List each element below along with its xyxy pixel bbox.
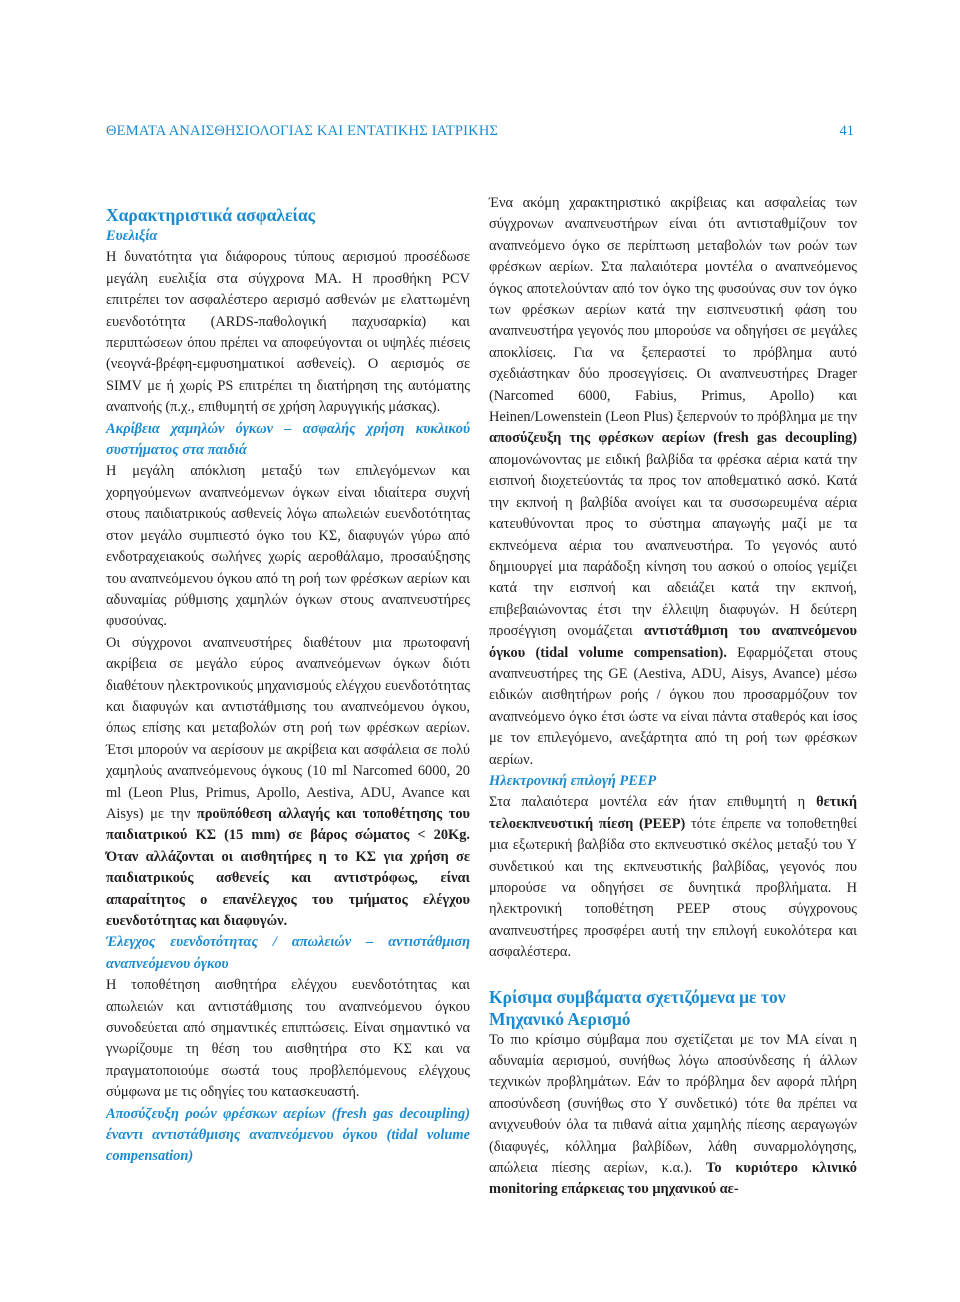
text-run: Στα παλαιότερα μοντέλα εάν ήταν επιθυμητή η (489, 794, 817, 811)
subheading-electronic-peep: Ηλεκτρονική επιλογή PEEP (489, 772, 657, 789)
text-run: τότε έπρεπε να τοποθετηθεί μια εξωτερική βαλβίδα στο εκπνευστικό σκέλος μεταξύ του Υ συνδετικού και της εκπνευστικής βαλβίδας, γεγονός που μπορούσε να οδηγήσει σε δυνητικά προβλήματα. Η ηλεκτρονική τοποθέτηση PEEP στους σύγχρονους αναπνευστήρες προσφέρει αυτή την επιλογή ευκολότερα και ασφαλέστερα. (489, 815, 858, 961)
text-run: Ένα ακόμη χαρακτηριστικό ακρίβειας και ασφαλείας των σύγχρονων αναπνευστήρων είναι ότι αντισταθμίζουν τον αναπνεόμενο όγκο σε περίπτωση μεταβολών των ροών των φρέσκων αερίων. Στα παλαιότερα μοντέλα ο αναπνεόμενος όγκος αποτελούνταν από τον όγκο της φυσούνας συν τον όγκο των φρέσκων αερίων κατά την εισπνευστική φάση του αναπνευστήρα γεγονός που μπορούσε να οδηγήσει σε μεγάλες αποκλίσεις. Για να ξεπεραστεί το πρόβλημα αυτό σχεδιάστηκαν δύο προσεγγίσεις. Οι αναπνευστήρες Drager (Narcomed 6000, Fabius, Primus, Apollo) και Heinen/Lowenstein (Leon Plus) ξεπερνούν το πρόβλημα με την (489, 195, 857, 426)
paragraph-flexibility: Η δυνατότητα για διάφορους τύπους αερισμού προσέδωσε μεγάλη ευελιξία στα σύγχρονα ΜΑ. Η προσθήκη PCV επιτρέπει τον ασφαλέστερο αερισμό ασθενών με ελαττωμένη ευενδοτότητα (ARDS-παθολογική παχυσαρκία) και περιπτώσεων όπου πρέπει να αποφεύγονται οι υψηλές πιέσεις (νεογνά-βρέφη-εμφυσηματικοί ασθενείς). Ο αερισμός σε SIMV με ή χωρίς PS επιτρέπει τη διατήρηση της αυτόματης αναπνοής (π.χ., επιθυμητή σε χρήση λαρυγγικής μάσκας). (106, 249, 470, 416)
paragraph-electronic-peep (489, 792, 857, 963)
subheading-flexibility: Ευελιξία (106, 228, 158, 244)
section-heading-safety-features: Χαρακτηριστικά ασφαλείας (106, 205, 316, 225)
bold-text-run: Το κυριότερο κλινικό monitoring επάρκειας του μηχανικού αε- (489, 1160, 857, 1198)
bold-text-run: αποσύζευξη της φρέσκων αερίων (fresh gas decoupling) (489, 430, 857, 447)
text-run: Το πιο κρίσιμο σύμβαμα που σχετίζεται με τον ΜΑ είναι η αδυναμία αερισμού, συνήθως λόγω αποσύνδεσης ή άλλων τεχνικών προβλημάτων. Εάν το πρόβλημα δεν αφορά πλήρη αποσύνδεση (συνήθως στο Υ συνδετικό) τότε θα πρέπει να ανιχνευθούν όλα τα πιθανά αίτια χαμηλής πίεσης αεραγωγών (διαφυγές, κόλλημα βαλβίδων, λάθη συναρμολόγησης, απώλεια πίεσης αερίων, κ.α.). (489, 1031, 857, 1177)
section-heading-critical-events: Κρίσιμα συμβάματα σχετιζόμενα με τον Μηχανικό Αερισμό (489, 986, 786, 1029)
subheading-compliance-check: Έλεγχος ευενδοτότητας / απωλειών – αντιστάθμιση αναπνεόμενου όγκου (106, 934, 470, 972)
paragraph-modern-ventilators (106, 633, 470, 933)
paragraph-volume-deviation: Η μεγάλη απόκλιση μεταξύ των επιλεγόμενων και χορηγούμενων αναπνεόμενων όγκων είναι ιδιαίτερα συχνή στους παιδιατρικούς ασθενείς λόγω απωλειών ευενδοτότητας στον μεγάλο συμπιεστό όγκο του ΚΣ, διαφυγών γύρω από ενδοτραχειακούς σωλήνες χωρίς αεροθάλαμο, προσαύξησης του αναπνεόμενου όγκου από τη ροή των φρέσκων αερίων και αδυναμίας ρύθμισης χαμηλών όγκων στους αναπνευστήρες φυσούνας. (106, 463, 470, 630)
bold-text-run: θετική τελοεκπνευστική πίεση (PEEP) (489, 794, 857, 832)
left-column (106, 204, 470, 1168)
running-header (106, 123, 854, 147)
journal-title: ΘΕΜΑΤΑ ΑΝΑΙΣΘΗΣΙΟΛΟΓΙΑΣ ΚΑΙ ΕΝΤΑΤΙΚΗΣ ΙΑΤΡΙΚΗΣ (106, 123, 499, 139)
page-number: 41 (839, 123, 854, 139)
subheading-low-volume-accuracy: Ακρίβεια χαμηλών όγκων – ασφαλής χρήση κυκλικού συστήματος στα παιδιά (106, 420, 470, 459)
bold-text-run: προϋπόθεση αλλαγής και τοποθέτησης του παιδιατρικού ΚΣ (15 mm) σε βάρος σώματος < 20Kg. Όταν αλλάζονται οι αισθητήρες η το ΚΣ για χρήση σε παιδιατρικούς ασθενείς και αντιστρόφως, είναι απαραίτητος ο επανέλεγχος του τμήματος ελέγχου ευενδοτότητας και διαφυγών. (106, 805, 470, 929)
paragraph-fresh-gas-compensation (489, 193, 857, 771)
bold-text-run: αντιστάθμιση του αναπνεόμενου όγκου (tidal volume compensation). (489, 623, 857, 661)
paragraph-compliance-check: Η τοποθέτηση αισθητήρα ελέγχου ευενδοτότητας και απωλειών και αντιστάθμισης του αναπνεόμενου όγκου συνοδεύεται από σημαντικές επιπτώσεις. Είναι σημαντικό να γνωρίζουμε τη θέση του αισθητήρα στο ΚΣ και να πραγματοποιούμε σωστά τους προβλεπόμενους ελέγχους σύμφωνα με τις οδηγίες του κατασκευαστή. (106, 977, 470, 1101)
text-run: Οι σύγχρονοι αναπνευστήρες διαθέτουν μια πρωτοφανή ακρίβεια σε μεγάλο εύρος αναπνεόμενων όγκων διότι διαθέτουν ηλεκτρονικούς μηχανισμούς ελέγχου ευενδοτότητας και διαφυγών και αντιστάθμισης του αναπνεόμενου όγκου, όπως επίσης και μεταβολών στη ροή των φρέσκων αερίων. Έτσι μπορούν να αερίσουν με ακρίβεια και ασφάλεια σε πολύ χαμηλούς αναπνεόμενους όγκους (10 ml Narcomed 6000, 20 ml (Leon Plus, Primus, Apollo, Aestiva, ADU, Avance και Aisys) με την (106, 634, 470, 822)
subheading-fresh-gas-decoupling: Αποσύζευξη ροών φρέσκων αερίων (fresh gas decoupling) έναντι αντιστάθμισης αναπνεόμενου όγκου (tidal volume compensation) (106, 1105, 470, 1165)
right-column (489, 193, 857, 1201)
paragraph-critical-events (489, 1030, 857, 1201)
text-run: απομονώνοντας με ειδική βαλβίδα τα φρέσκα αέρια κατά την εισπνοή διοχετεύοντάς τα προς τον αποθεματικό ασκό. Κατά την εκπνοή η βαλβίδα ανοίγει και τα συσσωρευμένα αέρια κατευθύνονται προς το σύστημα απαγωγής μαζί με τα εκπνεόμενα αέρια του αναπνευστήρα. Το γεγονός αυτό δημιουργεί μια παράδοξη κίνηση του ασκού ο οποίος γεμίζει κατά την εισπνοή και αδειάζει κατά την εκπνοή, επιβεβαιώνοντας έτσι την έλλειψη διαφυγών. Η δεύτερη προσέγγιση ονομάζεται (489, 451, 857, 640)
text-run: Εφαρμόζεται στους αναπνευστήρες της GE (Aestiva, ADU, Aisys, Avance) μέσω ειδικών αισθητήρων ροής / όγκου που προσαρμόζουν τον αναπνεόμενο όγκο έτσι ώστε να είναι πάντα σταθερός και ίσος με τον επιλεγόμενο, ανεξάρτητα από τη ροή των φρέσκων αερίων. (489, 644, 857, 768)
